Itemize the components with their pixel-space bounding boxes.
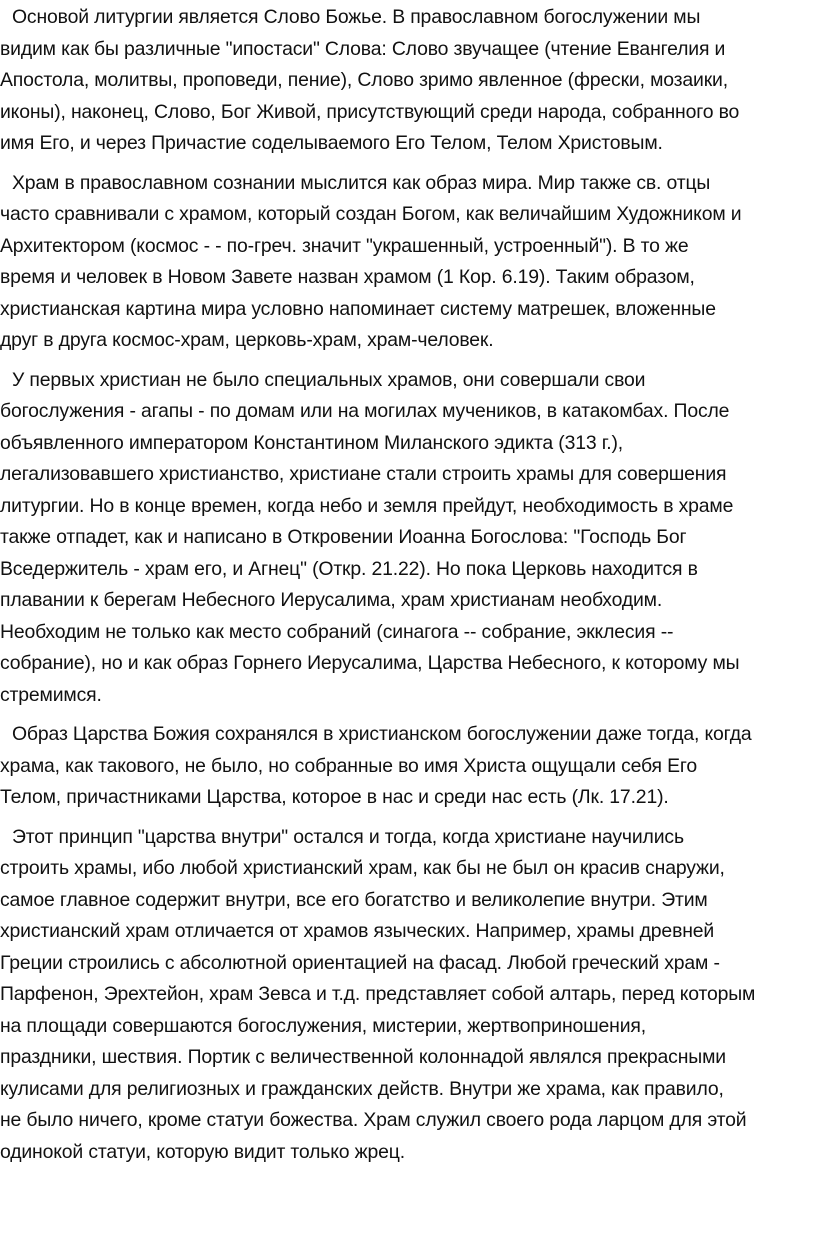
text-line: богослужения - агапы - по домам или на могилах мучеников, в катакомбах. После xyxy=(0,400,730,422)
text-line: на площади совершаются богослужения, мистерии, жертвоприношения, xyxy=(0,1014,646,1037)
text-line: Телом, причастниками Царства, которое в нас и среди нас есть (Лк. 17.21). xyxy=(0,786,669,808)
text-line: стремимся. xyxy=(0,683,102,706)
text-line: также отпадет, как и написано в Откровении Иоанна Богослова: "Господь Бог xyxy=(0,526,687,548)
paragraph-4 xyxy=(0,719,812,814)
paragraph-2 xyxy=(0,168,812,357)
text-line: праздники, шествия. Портик с величественной колоннадой являлся прекрасными xyxy=(0,1046,726,1068)
text-line: Парфенон, Эрехтейон, храм Зевса и т.д. представляет собой алтарь, перед которым xyxy=(0,983,756,1005)
paragraph-1 xyxy=(0,2,812,160)
text-line: строить храмы, ибо любой христианский храм, как бы не был он красив снаружи, xyxy=(0,857,725,879)
text-line: Архитектором (космос - - по-греч. значит "украшенный, устроенный"). В то же xyxy=(0,234,689,257)
text-line: друг в друга космос-храм, церковь-храм, храм-человек. xyxy=(0,329,494,351)
text-line: У первых христиан не было специальных храмов, они совершали свои xyxy=(12,368,646,391)
text-line: Этот принцип "царства внутри" остался и тогда, когда христиане научились xyxy=(12,825,684,848)
text-line: Основой литургии является Слово Божье. В православном богослужении мы xyxy=(12,6,701,28)
text-line: иконы), наконец, Слово, Бог Живой, присутствующий среди народа, собранного во xyxy=(0,100,740,123)
text-line: Вседержитель - храм его, и Агнец" (Откр. 21.22). Но пока Церковь находится в xyxy=(0,557,698,580)
text-line: имя Его, и через Причастие соделываемого Его Телом, Телом Христовым. xyxy=(0,132,663,154)
text-line: собрание), но и как образ Горнего Иерусалима, Царства Небесного, к которому мы xyxy=(0,652,740,674)
paragraph-5 xyxy=(0,822,812,1169)
text-line: легализовавшего христианство, христиане стали строить храмы для совершения xyxy=(0,463,727,485)
text-line: время и человек в Новом Завете назван храмом (1 Кор. 6.19). Таким образом, xyxy=(0,266,695,288)
text-line: литургии. Но в конце времен, когда небо и земля прейдут, необходимость в храме xyxy=(0,494,734,517)
text-line: часто сравнивали с храмом, который создан Богом, как величайшим Художником и xyxy=(0,203,742,225)
text-line: Апостола, молитвы, проповеди, пение), Слово зримо явленное (фрески, мозаики, xyxy=(0,69,728,91)
text-line: храма, как такового, не было, но собранные во имя Христа ощущали себя Его xyxy=(0,754,698,777)
text-line: плавании к берегам Небесного Иерусалима, храм христианам необходим. xyxy=(0,589,663,611)
text-line: Необходим не только как место собраний (синагога -- собрание, экклесия -- xyxy=(0,620,674,643)
text-line: объявленного императором Константином Миланского эдикта (313 г.), xyxy=(0,431,624,454)
text-line: самое главное содержит внутри, все его богатство и великолепие внутри. Этим xyxy=(0,888,708,911)
text-line: христианская картина мира условно напоминает систему матрешек, вложенные xyxy=(0,297,716,320)
text-line: кулисами для религиозных и гражданских действ. Внутри же храма, как правило, xyxy=(0,1077,724,1100)
text-line: видим как бы различные "ипостаси" Слова: Слово звучащее (чтение Евангелия и xyxy=(0,37,726,60)
text-line: Греции строились с абсолютной ориентацией на фасад. Любой греческий храм - xyxy=(0,951,720,974)
text-line: не было ничего, кроме статуи божества. Храм служил своего рода ларцом для этой xyxy=(0,1109,747,1131)
text-line: Храм в православном сознании мыслится как образ мира. Мир также св. отцы xyxy=(12,171,711,194)
text-line: христианский храм отличается от храмов языческих. Например, храмы древней xyxy=(0,920,715,942)
text-line: одинокой статуи, которую видит только жрец. xyxy=(0,1140,405,1163)
text-line: Образ Царства Божия сохранялся в христианском богослужении даже тогда, когда xyxy=(12,723,752,745)
paragraph-3 xyxy=(0,365,812,712)
